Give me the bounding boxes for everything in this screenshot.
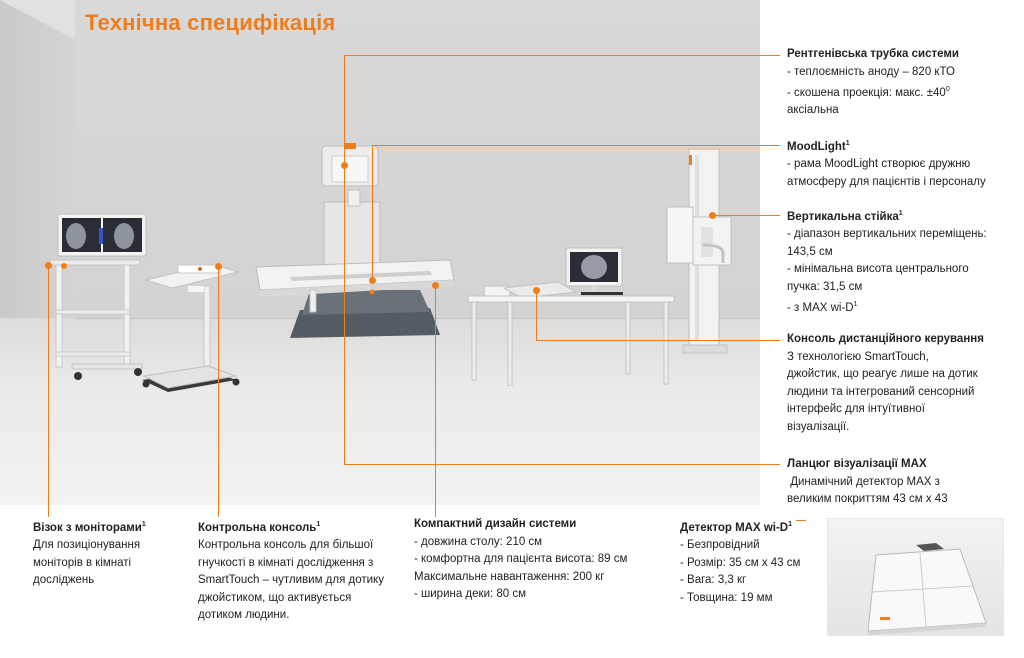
marker-design (432, 282, 439, 289)
note-moodlight-heading: MoodLight$^1$ (787, 140, 850, 153)
marker-stand (709, 212, 716, 219)
note-stand-line: - з MAX $wi-D^1$ (787, 301, 858, 315)
note-detector-line: - Вага: 3,3 кг (680, 574, 747, 587)
note-compact-design (414, 516, 674, 604)
detector-photo (827, 518, 1004, 636)
note-tube-heading: Рентгенівська трубка системи (787, 48, 959, 60)
note-control-console-line: джойстиком, що активується (198, 591, 352, 604)
note-compact-design-line: - комфортна для пацієнта висота: 89 см (414, 553, 628, 565)
leader-console (218, 266, 219, 517)
note-compact-design-line: - ширина деки: 80 см (414, 588, 527, 600)
note-control-console-line: дотиком людини. (198, 609, 290, 622)
note-imaging-chain-heading: Ланцюг візуалізації MAX (787, 458, 927, 470)
note-control-console (198, 516, 408, 625)
note-control-console-line: SmartTouch – чутливим для дотику (198, 574, 384, 587)
page-title: Технічна специфікація (85, 10, 336, 35)
leader-cart (48, 265, 49, 517)
note-moodlight-line: - рама MoodLight створює дружню (787, 158, 971, 171)
marker-console (215, 263, 222, 270)
monitor-cart-illustration (42, 212, 152, 387)
note-tube (787, 46, 959, 120)
note-remote-console-heading: Консоль дистанційного керування (787, 333, 984, 345)
fluoroscopy-system-illustration (250, 140, 465, 345)
control-console-illustration (138, 258, 253, 403)
note-imaging-chain (787, 456, 948, 509)
note-stand-line: пучка: 31,5 см (787, 280, 863, 293)
note-stand-line: - мінімальна висота центрального (787, 263, 969, 276)
note-imaging-chain-line: великим покриттям 43 см x 43 (787, 493, 948, 505)
note-monitor-cart-line: моніторів в кімнаті (33, 556, 132, 569)
note-control-console-line: гнучкості в кімнаті дослідження з (198, 556, 374, 569)
note-monitor-cart-line: Для позиціонування (33, 539, 141, 552)
leader-chain-vertical (344, 165, 345, 464)
note-detector-heading: Детектор MAX $wi-D^1$ (680, 521, 793, 534)
detector-illustration (828, 519, 1003, 635)
note-monitor-cart-heading: Візок з моніторами$^1$ (33, 521, 146, 534)
note-control-console-line: Контрольна консоль для більшої (198, 539, 374, 552)
leader-stand (712, 215, 780, 216)
leader-remote-vertical (536, 290, 537, 340)
note-control-console-heading: Контрольна консоль$^1$ (198, 521, 321, 534)
note-moodlight (787, 135, 986, 191)
leader-tube-vertical (344, 55, 345, 165)
note-compact-design-line: - довжина столу: 210 см (414, 535, 543, 548)
leader-tube-horizontal (344, 55, 780, 56)
note-tube-line: - скошена проекція: макс. $\pm 40^0$ (787, 86, 950, 99)
leader-moodlight-vertical (372, 145, 373, 280)
marker-cart (45, 262, 52, 269)
note-detector-line: - Товщина: 19 мм (680, 591, 773, 604)
marker-remote (533, 287, 540, 294)
note-stand-line: - діапазон вертикальних переміщень: (787, 228, 987, 241)
note-tube-line: аксіальна (787, 104, 839, 117)
note-stand-heading: Вертикальна стійка$^1$ (787, 210, 903, 223)
note-detector (680, 516, 820, 607)
note-monitor-cart-line: досліджень (33, 574, 95, 587)
note-remote-console (787, 331, 984, 436)
note-monitor-cart (33, 516, 188, 590)
workstation-desk-illustration (466, 246, 678, 386)
note-compact-design-heading: Компактний дизайн системи (414, 518, 577, 530)
note-stand (787, 205, 987, 318)
leader-remote-horizontal (536, 340, 780, 341)
note-moodlight-line: атмосферу для пацієнтів і персоналу (787, 175, 986, 188)
note-remote-console-line: візуалізації. (787, 420, 850, 433)
note-tube-line: - теплоємність аноду – 820 кТО (787, 65, 955, 78)
note-compact-design-line: Максимальне навантаження: 200 кг (414, 570, 605, 583)
note-remote-console-line: людини та інтегрований сенсорний (787, 385, 975, 398)
leader-moodlight-horizontal (372, 145, 780, 146)
vertical-stand-illustration (665, 145, 745, 360)
note-detector-line: - Безпровідний (680, 539, 760, 552)
note-remote-console-line: джойстик, що реагує лише на дотик (787, 368, 978, 380)
leader-design (435, 285, 436, 517)
note-imaging-chain-line: Динамічний детектор MAX з (787, 475, 940, 488)
marker-moodlight (369, 277, 376, 284)
note-remote-console-line: З технологією SmartTouch, (787, 350, 929, 363)
note-remote-console-line: інтерфейс для інтуїтивної (787, 403, 925, 415)
note-detector-line: - Розмір: 35 см x 43 см (680, 556, 801, 569)
marker-tube (341, 162, 348, 169)
note-stand-line: 143,5 см (787, 245, 833, 258)
leader-chain-horizontal (344, 464, 780, 465)
